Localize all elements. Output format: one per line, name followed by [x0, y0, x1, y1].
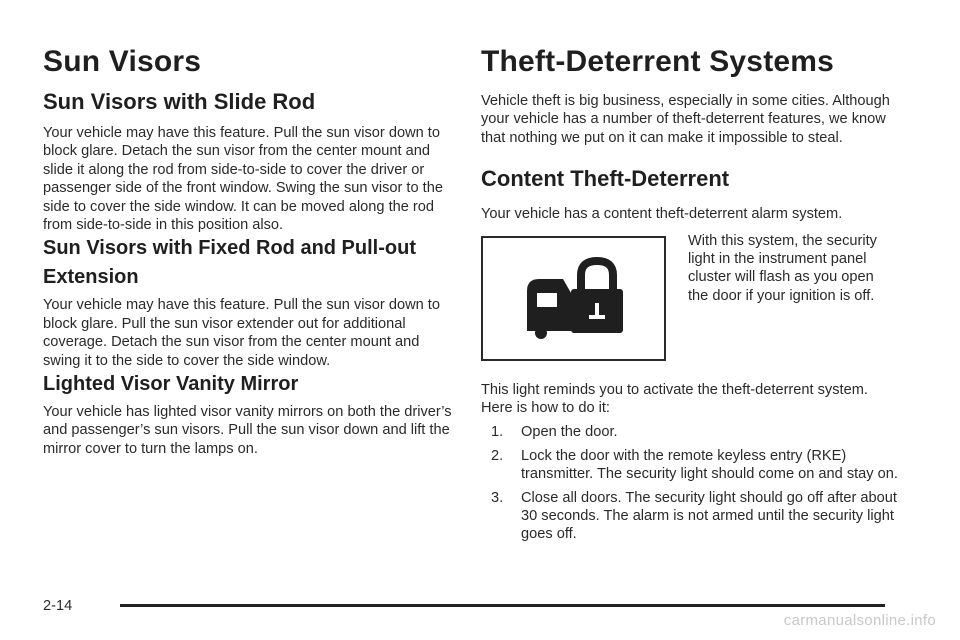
step-number: 1. — [491, 424, 504, 441]
step-number: 2. — [491, 447, 504, 464]
step-text: Open the door. — [521, 424, 618, 441]
left-column — [43, 38, 453, 458]
list-item — [481, 447, 901, 484]
steps-list — [481, 423, 901, 543]
section-title-theft-deterrent: Theft-Deterrent Systems — [481, 45, 835, 78]
list-item — [481, 489, 901, 544]
section-title-sun-visors: Sun Visors — [43, 45, 202, 78]
paragraph-slide-rod: Your vehicle may have this feature. Pull the sun visor down to block glare. Detach the sun visor from the center mount and slide it along the rod from side-to-side to cover the driver or passenger side of the front window. Swing the sun visor to the side to cover the side window. It can be moved along the rod from side-to-side in this position also. — [43, 125, 443, 234]
step-text: Close all doors. The security light should go off after about 30 seconds. The alarm is not armed until the security light goes off. — [521, 489, 897, 543]
paragraph-alarm-system: Your vehicle has a content theft-deterrent alarm system. — [481, 206, 843, 223]
footer-rule — [120, 604, 885, 607]
security-light-icon-frame — [481, 236, 666, 361]
heading-content-theft: Content Theft-Deterrent — [481, 166, 730, 192]
vehicle-lock-icon — [519, 253, 629, 343]
watermark: carmanualsonline.info — [783, 612, 936, 629]
list-item — [481, 423, 901, 441]
right-column — [481, 38, 901, 549]
heading-slide-rod: Sun Visors with Slide Rod — [43, 89, 316, 114]
paragraph-theft-intro: Vehicle theft is big business, especially in some cities. Although your vehicle has a number of theft-deterrent features, we know that nothing we put on it can make it impossible to steal. — [481, 93, 890, 146]
page-number: 2-14 — [43, 598, 73, 614]
paragraph-reminder: This light reminds you to activate the theft-deterrent system. Here is how to do it: — [481, 381, 868, 417]
paragraph-fixed-rod: Your vehicle may have this feature. Pull the sun visor down to block glare. Pull the sun visor extender out for additional coverage. Detach the sun visor from the center mount and swing it to the side to cover the side window. — [43, 297, 440, 369]
figure-caption: With this system, the security light in the instrument panel cluster will flash as you open the door if your ignition is off. — [688, 232, 877, 304]
heading-vanity-mirror: Lighted Visor Vanity Mirror — [43, 373, 299, 396]
step-number: 3. — [491, 489, 504, 506]
paragraph-vanity-mirror: Your vehicle has lighted visor vanity mirrors on both the driver’s and passenger’s sun visors. Pull the sun visor down and lift the mirror cover to turn the lamps on. — [43, 404, 452, 457]
heading-fixed-rod: Sun Visors with Fixed Rod and Pull-out Extension — [43, 237, 416, 289]
step-text: Lock the door with the remote keyless entry (RKE) transmitter. The security light should come on and stay on. — [521, 447, 898, 483]
security-light-figure — [481, 232, 901, 361]
